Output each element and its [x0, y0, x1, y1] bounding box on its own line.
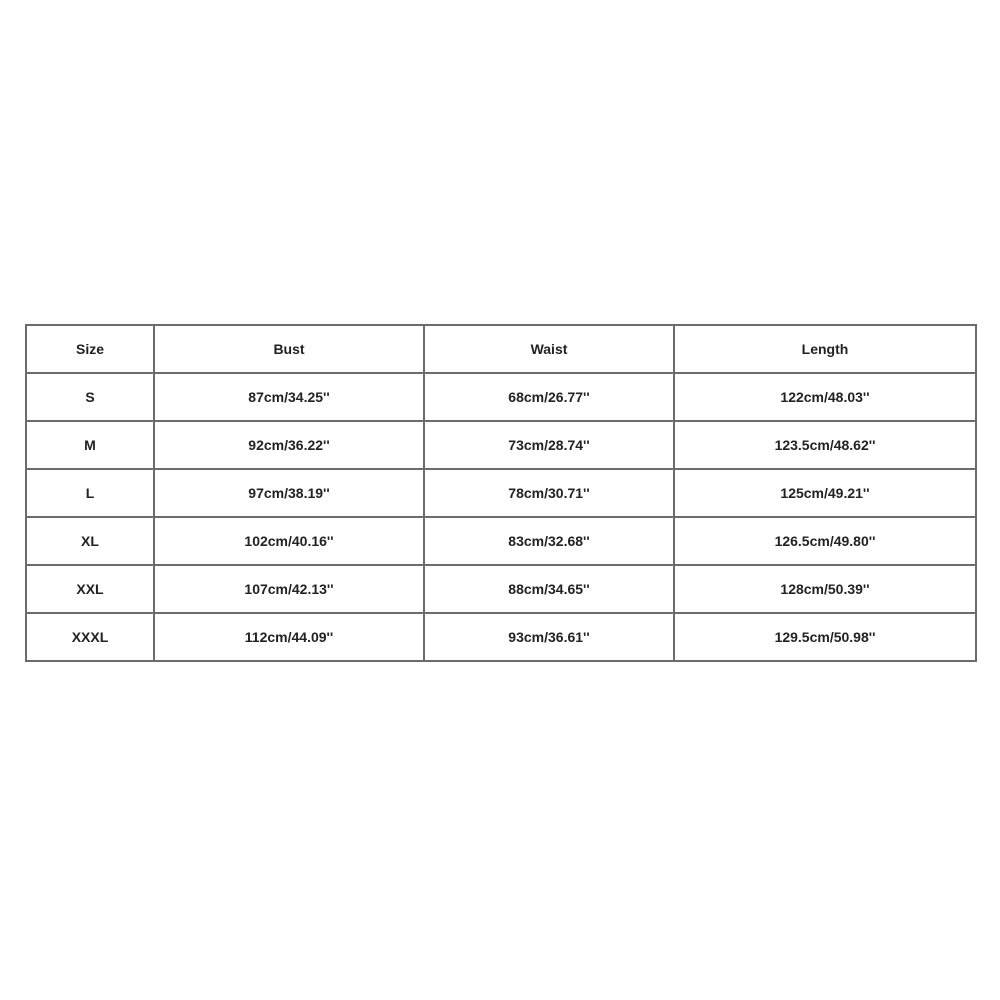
header-row [26, 325, 976, 373]
cell-length: 129.5cm/50.98'' [674, 613, 976, 661]
cell-waist: 93cm/36.61'' [424, 613, 674, 661]
table-row [26, 469, 976, 517]
cell-bust: 97cm/38.19'' [154, 469, 424, 517]
cell-length: 125cm/49.21'' [674, 469, 976, 517]
cell-length: 123.5cm/48.62'' [674, 421, 976, 469]
cell-length: 128cm/50.39'' [674, 565, 976, 613]
cell-waist: 83cm/32.68'' [424, 517, 674, 565]
table-row [26, 517, 976, 565]
cell-bust: 87cm/34.25'' [154, 373, 424, 421]
table-body [26, 373, 976, 661]
cell-size: XXL [26, 565, 154, 613]
size-chart-table [25, 324, 977, 662]
cell-size: S [26, 373, 154, 421]
cell-waist: 68cm/26.77'' [424, 373, 674, 421]
cell-length: 122cm/48.03'' [674, 373, 976, 421]
cell-waist: 78cm/30.71'' [424, 469, 674, 517]
header-length: Length [674, 325, 976, 373]
cell-size: L [26, 469, 154, 517]
table-row [26, 373, 976, 421]
table-row [26, 613, 976, 661]
cell-size: M [26, 421, 154, 469]
cell-bust: 112cm/44.09'' [154, 613, 424, 661]
header-waist: Waist [424, 325, 674, 373]
cell-bust: 107cm/42.13'' [154, 565, 424, 613]
cell-waist: 73cm/28.74'' [424, 421, 674, 469]
header-bust: Bust [154, 325, 424, 373]
cell-length: 126.5cm/49.80'' [674, 517, 976, 565]
cell-bust: 92cm/36.22'' [154, 421, 424, 469]
table-row [26, 565, 976, 613]
table-header [26, 325, 976, 373]
cell-waist: 88cm/34.65'' [424, 565, 674, 613]
header-size: Size [26, 325, 154, 373]
cell-size: XL [26, 517, 154, 565]
cell-size: XXXL [26, 613, 154, 661]
table-row [26, 421, 976, 469]
cell-bust: 102cm/40.16'' [154, 517, 424, 565]
